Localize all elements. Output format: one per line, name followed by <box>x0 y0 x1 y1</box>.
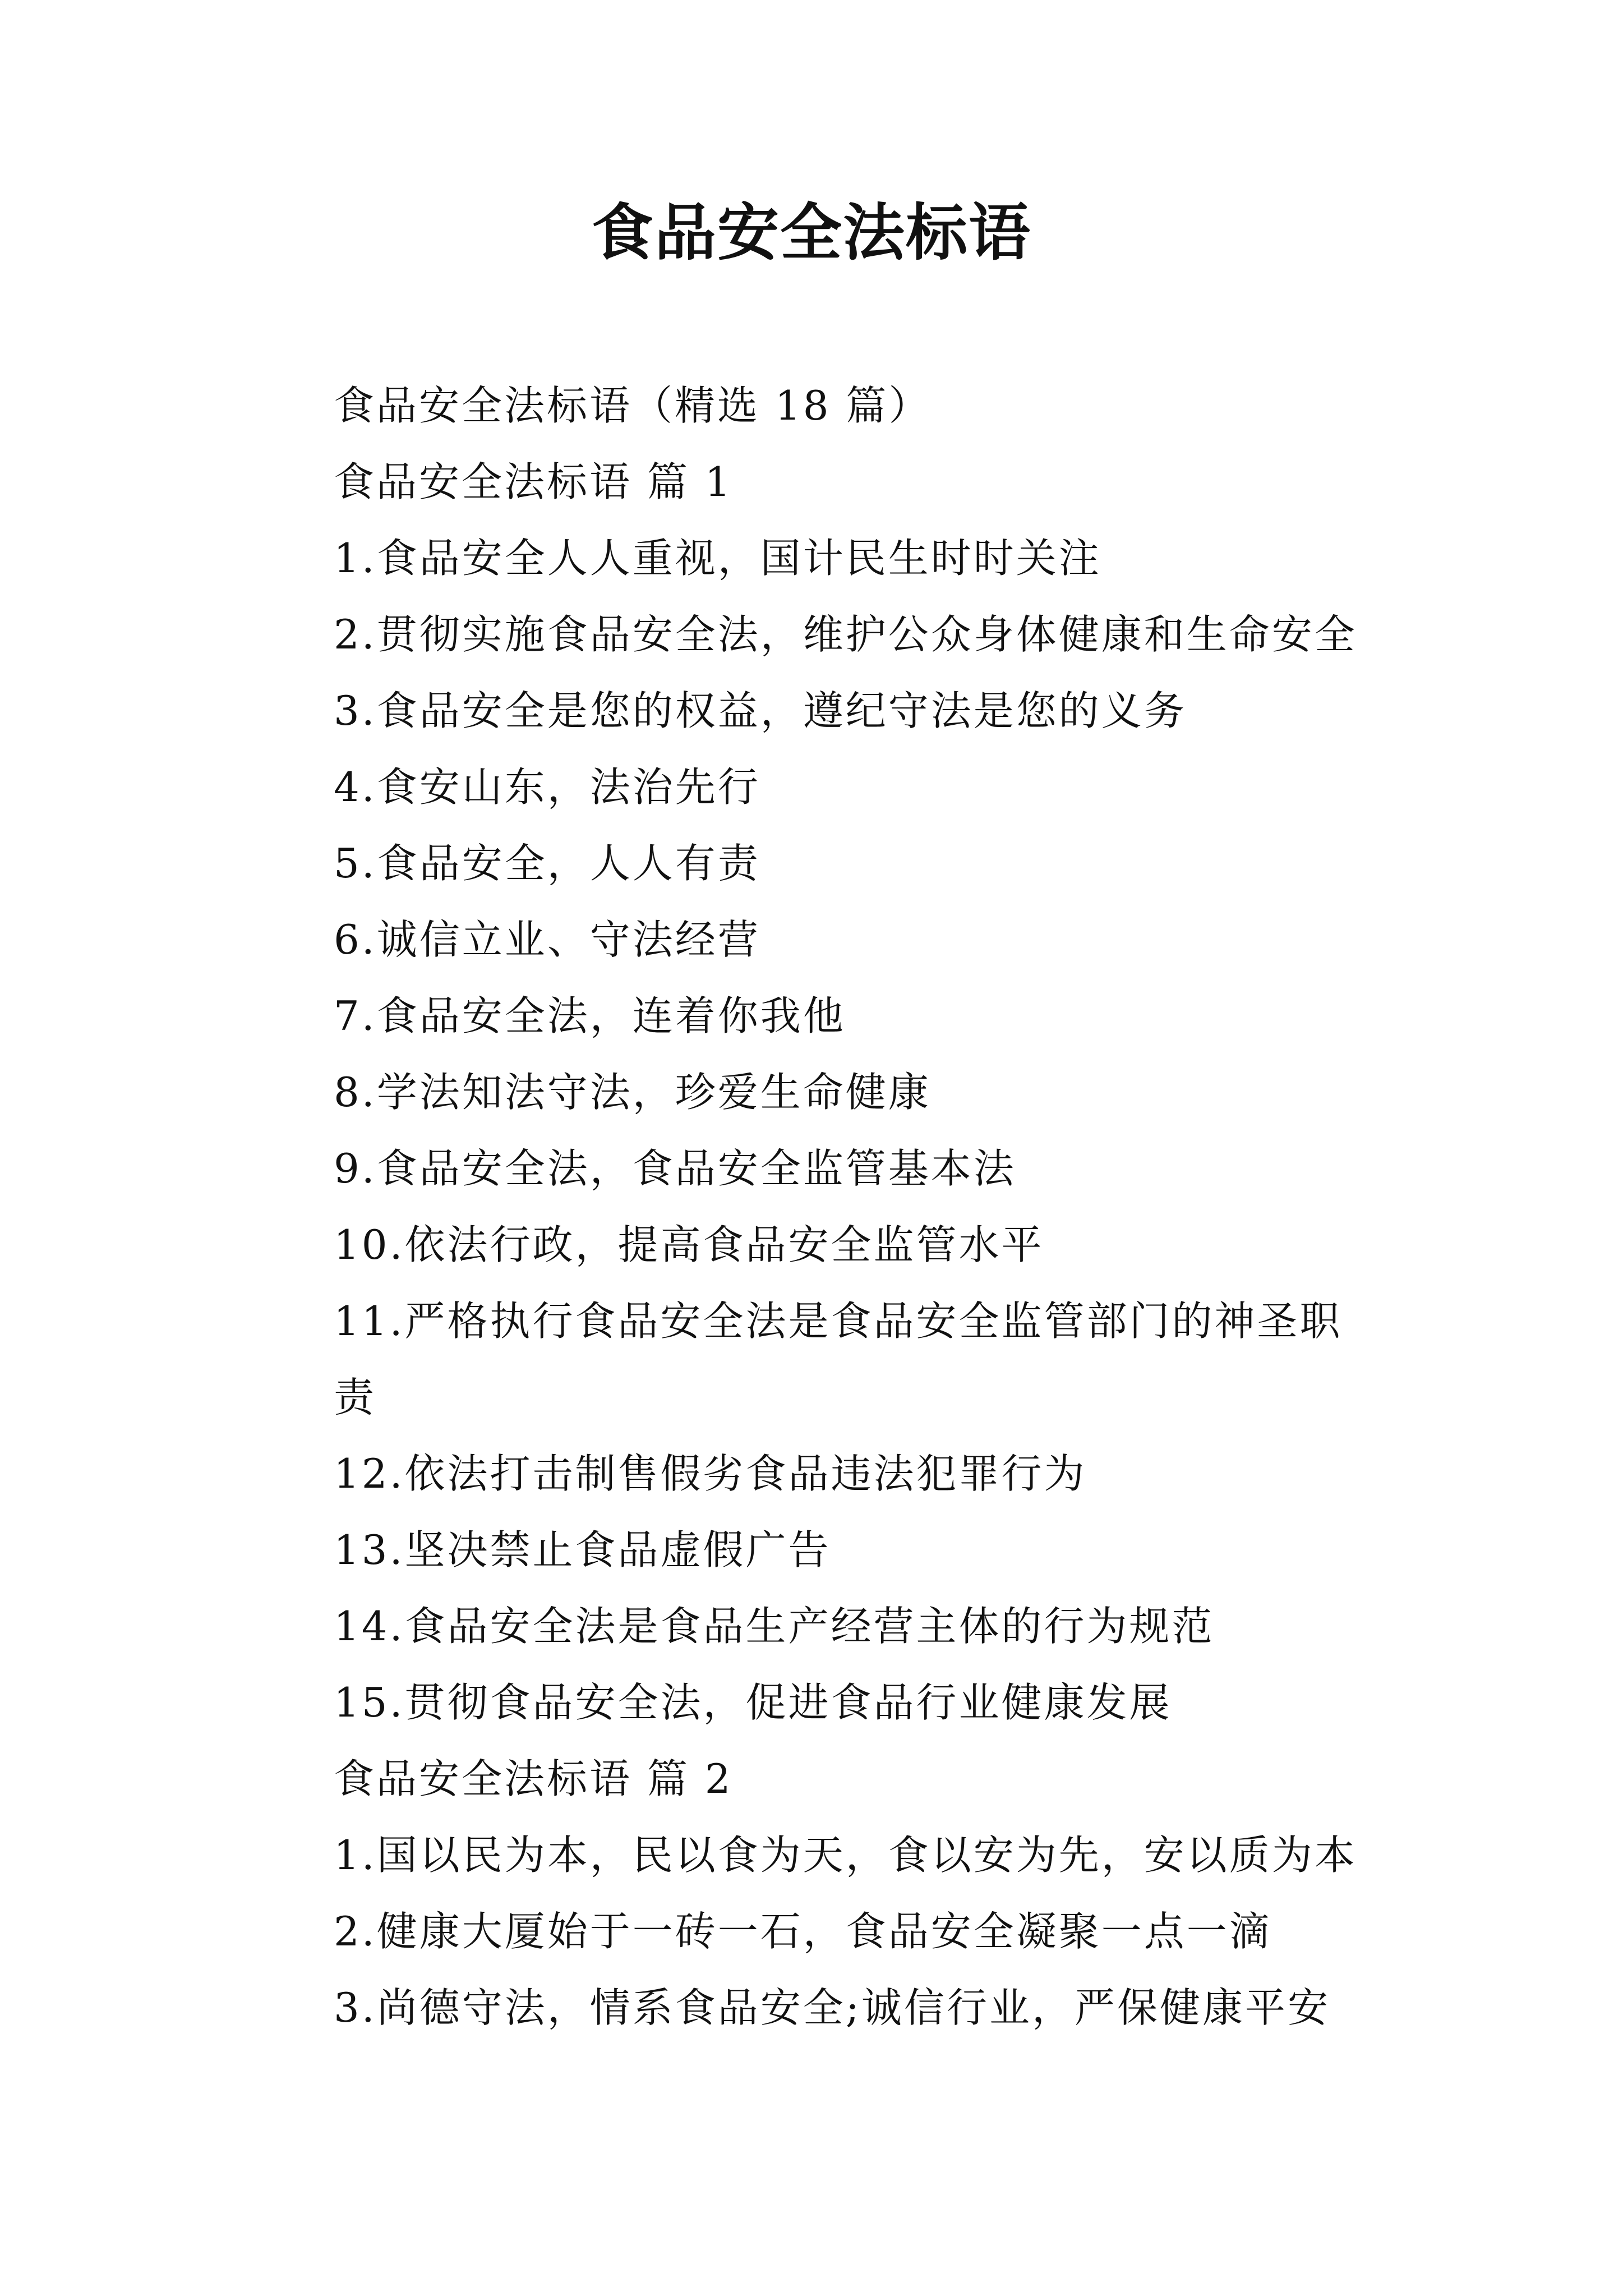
slogan-line: 13.坚决禁止食品虚假广告 <box>334 1526 831 1573</box>
slogan-line: 4.食安山东，法治先行 <box>334 763 760 811</box>
slogan-line-wrapped: 11.严格执行食品安全法是食品安全监管部门的神圣职责 <box>334 1297 1343 1421</box>
section-heading: 食品安全法标语 篇 1 <box>334 458 733 505</box>
slogan-line: 1.食品安全人人重视，国计民生时时关注 <box>334 535 1101 582</box>
slogan-line: 9.食品安全法，食品安全监管基本法 <box>334 1145 1016 1192</box>
slogan-line: 1.国以民为本，民以食为天，食以安为先，安以质为本 <box>334 1832 1357 1879</box>
slogan-line: 15.贯彻食品安全法，促进食品行业健康发展 <box>334 1679 1172 1726</box>
slogan-line: 8.学法知法守法，珍爱生命健康 <box>334 1069 931 1116</box>
slogan-line: 2.贯彻实施食品安全法，维护公众身体健康和生命安全 <box>334 611 1357 658</box>
slogan-line: 2.健康大厦始于一砖一石，食品安全凝聚一点一滴 <box>334 1908 1272 1955</box>
slogan-line: 7.食品安全法，连着你我他 <box>334 992 846 1039</box>
section-heading: 食品安全法标语 篇 2 <box>334 1755 733 1802</box>
subtitle-line: 食品安全法标语（精选 18 篇） <box>334 382 932 429</box>
slogan-line: 10.依法行政，提高食品安全监管水平 <box>334 1221 1044 1268</box>
slogan-line: 6.诚信立业、守法经营 <box>334 916 760 963</box>
document-body <box>244 367 1382 2046</box>
slogan-line: 14.食品安全法是食品生产经营主体的行为规范 <box>334 1603 1215 1650</box>
slogan-line: 5.食品安全，人人有责 <box>334 840 760 887</box>
slogan-line: 12.依法打击制售假劣食品违法犯罪行为 <box>334 1450 1087 1497</box>
slogan-line: 3.食品安全是您的权益，遵纪守法是您的义务 <box>334 687 1187 734</box>
document-title: 食品安全法标语 <box>592 196 1031 269</box>
slogan-line: 3.尚德守法，情系食品安全;诚信行业，严保健康平安 <box>334 1984 1330 2031</box>
